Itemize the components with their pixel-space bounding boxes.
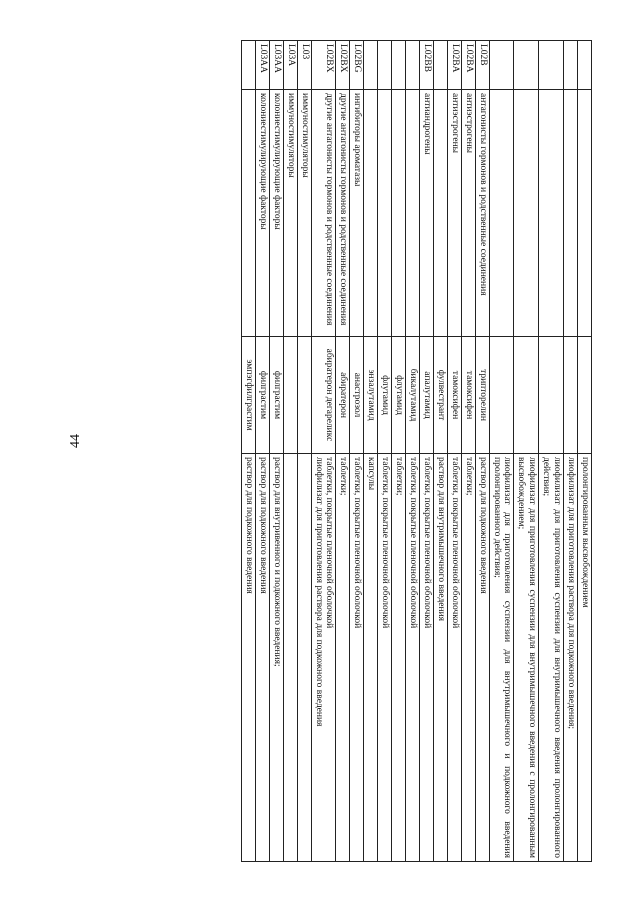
atc-code-cell xyxy=(578,41,592,90)
dosage-form-cell xyxy=(350,454,364,862)
dosage-form-cell xyxy=(364,454,378,862)
group-name-cell: антагонисты гормонов и родственные соединения xyxy=(475,90,489,337)
atc-code-cell xyxy=(378,41,392,90)
dosage-form-cell xyxy=(514,454,539,862)
table-row xyxy=(461,41,475,862)
drug-name-cell xyxy=(539,337,564,454)
table-row xyxy=(336,41,350,862)
group-name-cell: колониестимулирующие факторы xyxy=(269,90,283,337)
atc-code-cell xyxy=(433,41,447,90)
table-row xyxy=(578,41,592,862)
drug-name-cell: эмпэгфилграстим xyxy=(242,337,256,454)
group-name-cell xyxy=(578,90,592,337)
drug-name-cell xyxy=(578,337,592,454)
drug-name-cell: трипторелин xyxy=(475,337,489,454)
group-name-cell: иммуностимуляторы xyxy=(297,90,311,337)
rotated-table-container xyxy=(72,40,592,862)
dosage-form-cell xyxy=(539,454,564,862)
dosage-form-text: капсулы xyxy=(366,457,377,491)
atc-code-cell: L02BA xyxy=(461,41,475,90)
dosage-form-cell xyxy=(255,454,269,862)
drug-name-cell xyxy=(514,337,539,454)
table-row xyxy=(420,41,434,862)
dosage-form-text: таблетки, покрытые пленочной оболочкой xyxy=(324,457,335,629)
group-name-cell: другие антагонисты гормонов и родственные соединения xyxy=(311,90,336,337)
dosage-form-text: пролонгированным высвобождением xyxy=(580,457,590,608)
table-row xyxy=(311,41,336,862)
table-row xyxy=(364,41,378,862)
atc-code-cell xyxy=(539,41,564,90)
drug-name-cell: тамоксифен xyxy=(461,337,475,454)
table-row xyxy=(283,41,297,862)
drug-name-cell xyxy=(564,337,578,454)
dosage-form-text: таблетки, покрытые пленочной оболочкой xyxy=(408,457,419,629)
dosage-form-cell xyxy=(242,454,256,862)
dosage-form-cell xyxy=(475,454,489,862)
dosage-form-cell xyxy=(447,454,461,862)
table-row xyxy=(242,41,256,862)
drug-name-cell: апалутамид xyxy=(420,337,434,454)
dosage-form-text: раствор для подкожного введения xyxy=(257,457,268,594)
dosage-form-cell xyxy=(392,454,406,862)
drug-name-cell: филграстим xyxy=(269,337,283,454)
table-row xyxy=(392,41,406,862)
group-name-cell xyxy=(433,90,447,337)
page-number: 44 xyxy=(68,434,83,448)
table-row xyxy=(539,41,564,862)
dosage-form-cell xyxy=(461,454,475,862)
dosage-form-cell xyxy=(269,454,283,862)
table-row xyxy=(350,41,364,862)
dosage-form-text: таблетки, покрытые пленочной оболочкой xyxy=(380,457,391,629)
atc-code-cell: L03 xyxy=(297,41,311,90)
drug-name-cell: энзалутамид xyxy=(364,337,378,454)
table-row xyxy=(378,41,392,862)
drug-table xyxy=(241,40,592,862)
dosage-form-text: раствор для внутримышечного введения xyxy=(435,457,446,622)
drug-name-cell: анастрозол xyxy=(350,337,364,454)
atc-code-cell: L03AA xyxy=(255,41,269,90)
table-row xyxy=(447,41,461,862)
drug-name-cell: филграстим xyxy=(255,337,269,454)
atc-code-cell: L02BX xyxy=(336,41,350,90)
dosage-form-text: лиофилизат для приготовления раствора для подкожного введения xyxy=(313,457,324,727)
group-name-cell xyxy=(539,90,564,337)
table-row xyxy=(297,41,311,862)
atc-code-cell xyxy=(364,41,378,90)
group-name-cell xyxy=(564,90,578,337)
atc-code-cell: L03A xyxy=(283,41,297,90)
dosage-form-text: раствор для подкожного введения xyxy=(477,457,488,594)
table-row xyxy=(406,41,420,862)
group-name-cell xyxy=(364,90,378,337)
table-row xyxy=(514,41,539,862)
group-name-cell: колониестимулирующие факторы xyxy=(255,90,269,337)
dosage-form-cell xyxy=(311,454,336,862)
atc-code-cell xyxy=(489,41,514,90)
group-name-cell: антиандрогены xyxy=(420,90,434,337)
dosage-form-text: таблетки, покрытые пленочной оболочкой xyxy=(421,457,432,629)
drug-name-cell: фулвестрант xyxy=(433,337,447,454)
group-name-cell xyxy=(242,90,256,337)
dosage-form-cell xyxy=(378,454,392,862)
atc-code-cell: L02BB xyxy=(420,41,434,90)
atc-code-cell xyxy=(242,41,256,90)
atc-code-cell xyxy=(564,41,578,90)
group-name-cell xyxy=(514,90,539,337)
drug-name-cell xyxy=(297,337,311,454)
dosage-form-cell xyxy=(564,454,578,862)
dosage-form-text: раствор для внутривенного и подкожного введения; xyxy=(271,457,282,667)
group-name-cell: антиэстрогены xyxy=(461,90,475,337)
table-row xyxy=(475,41,489,862)
table-row xyxy=(433,41,447,862)
atc-code-cell xyxy=(514,41,539,90)
drug-name-cell: абиратерон дегареликс xyxy=(311,337,336,454)
dosage-form-cell xyxy=(433,454,447,862)
drug-name-cell: абиратерон xyxy=(336,337,350,454)
atc-code-cell: L02B xyxy=(475,41,489,90)
table-row xyxy=(489,41,514,862)
table-row xyxy=(255,41,269,862)
dosage-form-text: таблетки, покрытые пленочной оболочкой xyxy=(449,457,460,629)
drug-name-cell xyxy=(283,337,297,454)
dosage-form-text: лиофилизат для приготовления суспензии для внутримышечного введения пролонгированного действия; xyxy=(541,457,563,858)
dosage-form-cell xyxy=(489,454,514,862)
dosage-form-text: таблетки, покрытые пленочной оболочкой xyxy=(352,457,363,629)
dosage-form-text: лиофилизат для приготовления суспензии для внутримышечного и подкожного введения пролонгированного действия; xyxy=(491,457,513,858)
table-row xyxy=(269,41,283,862)
dosage-form-text: лиофилизат для приготовления суспензии для внутримышечного введения с пролонгированным высвобождением; xyxy=(516,457,538,858)
atc-code-cell: L02BA xyxy=(447,41,461,90)
dosage-form-cell xyxy=(578,454,592,862)
dosage-form-cell xyxy=(297,454,311,862)
table-row xyxy=(564,41,578,862)
group-name-cell xyxy=(392,90,406,337)
group-name-cell: иммуностимуляторы xyxy=(283,90,297,337)
dosage-form-cell xyxy=(420,454,434,862)
drug-name-cell: флутамид xyxy=(378,337,392,454)
atc-code-cell xyxy=(392,41,406,90)
group-name-cell: ингибиторы ароматазы xyxy=(350,90,364,337)
dosage-form-text: таблетки; xyxy=(394,457,405,496)
group-name-cell: другие антагонисты гормонов и родственные соединения xyxy=(336,90,350,337)
drug-name-cell: тамоксифен xyxy=(447,337,461,454)
group-name-cell xyxy=(378,90,392,337)
atc-code-cell xyxy=(406,41,420,90)
atc-code-cell: L02BG xyxy=(350,41,364,90)
dosage-form-cell xyxy=(406,454,420,862)
drug-name-cell xyxy=(489,337,514,454)
group-name-cell: антиэстрогены xyxy=(447,90,461,337)
dosage-form-text: раствор для подкожного введения xyxy=(243,457,254,594)
group-name-cell xyxy=(406,90,420,337)
drug-name-cell: бикалутамид xyxy=(406,337,420,454)
dosage-form-text: таблетки; xyxy=(463,457,474,496)
dosage-form-cell xyxy=(336,454,350,862)
atc-code-cell: L03AA xyxy=(269,41,283,90)
dosage-form-text: лиофилизат для приготовления раствора для подкожного введения; xyxy=(566,457,577,730)
dosage-form-cell xyxy=(283,454,297,862)
atc-code-cell: L02BX xyxy=(311,41,336,90)
drug-name-cell: флутамид xyxy=(392,337,406,454)
dosage-form-text: таблетки; xyxy=(338,457,349,496)
group-name-cell xyxy=(489,90,514,337)
